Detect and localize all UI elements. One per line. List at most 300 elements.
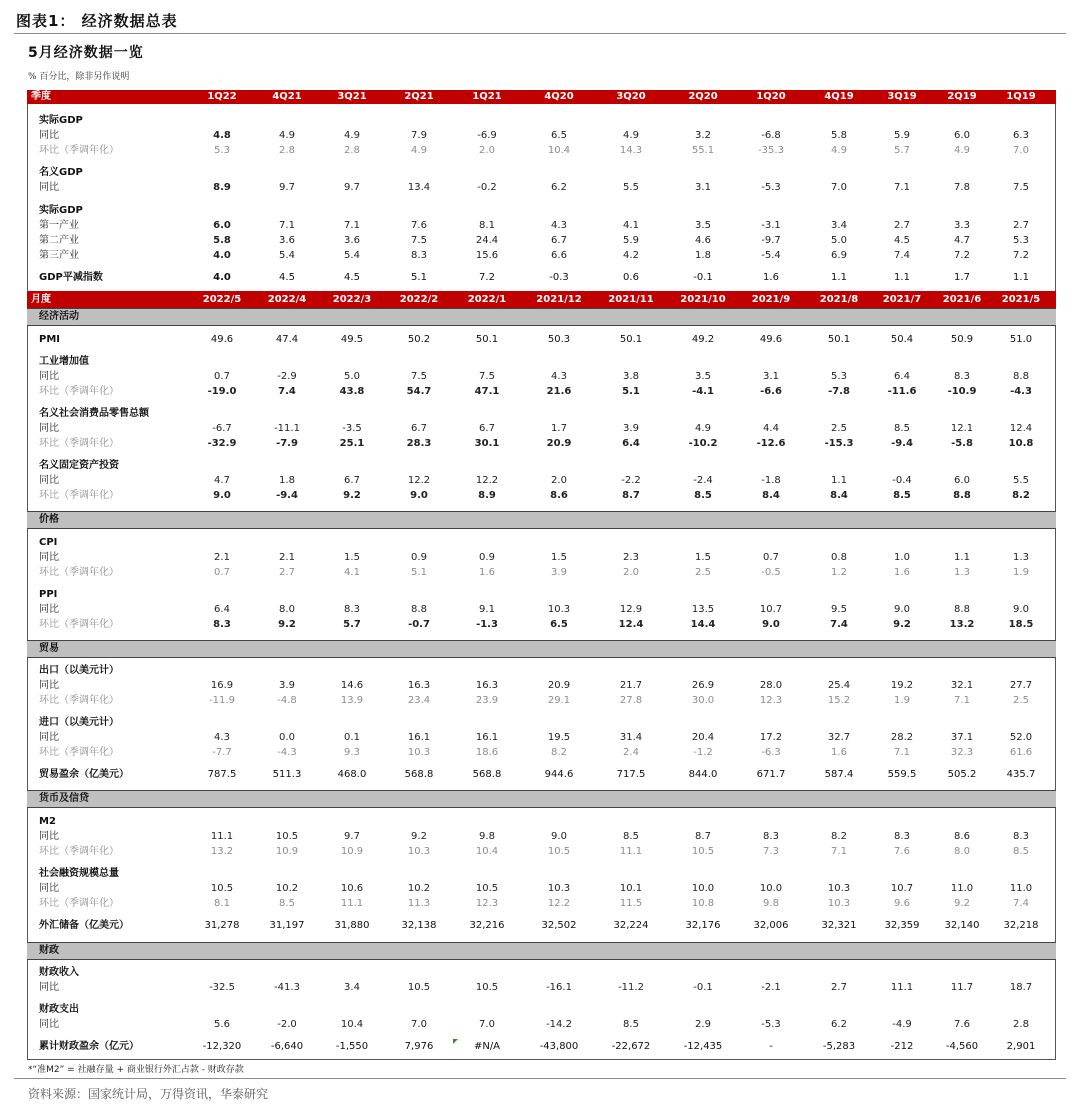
table-cell: 9.0 xyxy=(894,604,910,615)
row-label: 环比（季调年化） xyxy=(39,386,119,397)
table-cell: 10.2 xyxy=(275,883,299,894)
table-cell: 14.6 xyxy=(340,680,364,691)
table-cell: 4.3 xyxy=(551,371,567,382)
table-cell: 6.4 xyxy=(894,371,910,382)
table-cell: 32.7 xyxy=(827,732,851,743)
table-cell: 6.6 xyxy=(551,250,567,261)
table-cell: 10.2 xyxy=(407,883,431,894)
table-cell: 19.5 xyxy=(547,732,571,743)
row-label: 同比 xyxy=(39,552,59,563)
table-cell: 9.7 xyxy=(344,831,360,842)
table-cell: 8.7 xyxy=(695,831,711,842)
row-label: GDP平减指数 xyxy=(39,272,103,283)
table-cell: 49.6 xyxy=(210,334,234,345)
table-cell: 32,218 xyxy=(1003,920,1039,931)
table-row xyxy=(27,881,1056,896)
table-cell: -22,672 xyxy=(611,1041,651,1052)
table-cell: 2.5 xyxy=(1013,695,1029,706)
table-cell: 3.3 xyxy=(954,220,970,231)
table-cell: 7.3 xyxy=(763,846,779,857)
table-cell: 8.9 xyxy=(213,182,231,193)
table-cell: #N/A xyxy=(473,1041,501,1052)
table-cell: -1.2 xyxy=(693,747,713,758)
table-cell: 0.7 xyxy=(763,552,779,563)
table-cell: 8.3 xyxy=(213,619,231,630)
table-cell: 11.0 xyxy=(1009,883,1033,894)
row-label: 环比（季调年化） xyxy=(39,438,119,449)
table-cell: 8.7 xyxy=(622,490,640,501)
table-cell: -4.8 xyxy=(277,695,297,706)
table-row xyxy=(27,436,1056,451)
table-cell: 4.4 xyxy=(763,423,779,434)
table-cell: 2.1 xyxy=(214,552,230,563)
table-cell: 5.3 xyxy=(831,371,847,382)
table-row xyxy=(27,745,1056,760)
table-cell: 9.0 xyxy=(1013,604,1029,615)
table-cell: 2.8 xyxy=(344,145,360,156)
table-cell: -10.2 xyxy=(688,438,718,449)
table-cell: 6.4 xyxy=(214,604,230,615)
table-cell: 7.5 xyxy=(411,235,427,246)
table-cell: -0.5 xyxy=(761,567,781,578)
table-row xyxy=(27,180,1056,195)
table-cell: 17.2 xyxy=(759,732,783,743)
table-cell: 9.0 xyxy=(410,490,428,501)
table-subtitle: 5月经济数据一览 xyxy=(28,45,144,61)
table-row xyxy=(27,1017,1056,1032)
table-cell: 2.7 xyxy=(831,982,847,993)
table-cell: 11.3 xyxy=(407,898,431,909)
column-header: 2Q19 xyxy=(947,91,977,102)
table-row xyxy=(27,458,1056,473)
table-cell: 32,216 xyxy=(469,920,505,931)
table-row xyxy=(27,165,1056,180)
table-row xyxy=(27,965,1056,980)
table-cell: 10.5 xyxy=(475,883,499,894)
table-cell: 18.5 xyxy=(1008,619,1034,630)
table-cell: 7.2 xyxy=(954,250,970,261)
table-row xyxy=(27,354,1056,369)
table-cell: 8.5 xyxy=(279,898,295,909)
table-cell: 6.0 xyxy=(213,220,231,231)
table-cell: 6.7 xyxy=(411,423,427,434)
table-cell: 1.7 xyxy=(551,423,567,434)
table-cell: 787.5 xyxy=(207,769,237,780)
table-cell: 49.2 xyxy=(691,334,715,345)
column-header: 1Q20 xyxy=(756,91,786,102)
table-cell: 1.6 xyxy=(763,272,779,283)
table-cell: 14.3 xyxy=(619,145,643,156)
table-cell: 23.4 xyxy=(407,695,431,706)
table-cell: 9.0 xyxy=(213,490,231,501)
table-cell: 8.3 xyxy=(344,604,360,615)
table-cell: 31,278 xyxy=(204,920,240,931)
table-cell: 4.9 xyxy=(279,130,295,141)
table-cell: 7.1 xyxy=(954,695,970,706)
table-cell: 29.1 xyxy=(547,695,571,706)
table-row xyxy=(27,421,1056,436)
table-cell: 10.3 xyxy=(547,883,571,894)
table-cell: -3.5 xyxy=(342,423,362,434)
column-header: 2021/8 xyxy=(819,294,859,305)
column-header: 2022/3 xyxy=(332,294,372,305)
row-label: 同比 xyxy=(39,475,59,486)
section-header xyxy=(27,511,1056,529)
table-cell: 7.5 xyxy=(411,371,427,382)
section-title: 经济活动 xyxy=(39,311,79,322)
table-row xyxy=(27,143,1056,158)
table-cell: 4.2 xyxy=(623,250,639,261)
table-cell: 15.2 xyxy=(827,695,851,706)
column-header: 2021/5 xyxy=(1001,294,1041,305)
table-cell: 9.3 xyxy=(344,747,360,758)
row-label: 环比（季调年化） xyxy=(39,619,119,630)
row-label: 进口（以美元计） xyxy=(39,717,119,728)
row-label: 同比 xyxy=(39,371,59,382)
table-cell: 8.6 xyxy=(550,490,568,501)
table-cell: 20.9 xyxy=(546,438,572,449)
table-cell: 50.1 xyxy=(619,334,643,345)
row-label: 同比 xyxy=(39,1019,59,1030)
table-cell: 1.5 xyxy=(695,552,711,563)
table-cell: 2.7 xyxy=(1013,220,1029,231)
table-cell: 3.1 xyxy=(695,182,711,193)
table-cell: 3.1 xyxy=(763,371,779,382)
table-cell: 5.1 xyxy=(622,386,640,397)
column-header: 2Q20 xyxy=(688,91,718,102)
row-label: M2 xyxy=(39,816,56,827)
table-cell: 587.4 xyxy=(824,769,854,780)
table-cell: 8.5 xyxy=(894,423,910,434)
table-cell: 12.2 xyxy=(407,475,431,486)
table-cell: 16.3 xyxy=(475,680,499,691)
table-cell: 4.1 xyxy=(344,567,360,578)
table-cell: 0.9 xyxy=(411,552,427,563)
table-cell: 4.9 xyxy=(954,145,970,156)
table-cell: -4.1 xyxy=(692,386,714,397)
table-cell: 7.5 xyxy=(1013,182,1029,193)
table-cell: 11.1 xyxy=(619,846,643,857)
table-cell: 568.8 xyxy=(404,769,434,780)
table-cell: 1.3 xyxy=(1013,552,1029,563)
row-label: 同比 xyxy=(39,883,59,894)
table-cell: 8.1 xyxy=(479,220,495,231)
table-cell: 5.8 xyxy=(213,235,231,246)
table-cell: 10.7 xyxy=(890,883,914,894)
row-label: CPI xyxy=(39,537,58,548)
table-row xyxy=(27,693,1056,708)
table-cell: -4,560 xyxy=(945,1041,979,1052)
table-cell: 1.6 xyxy=(831,747,847,758)
column-header: 4Q20 xyxy=(544,91,574,102)
table-cell: 4.6 xyxy=(695,235,711,246)
table-cell: 28.2 xyxy=(890,732,914,743)
footer-divider xyxy=(14,1078,1066,1079)
table-cell: 12.4 xyxy=(1009,423,1033,434)
table-cell: 16.9 xyxy=(210,680,234,691)
table-cell: -2.4 xyxy=(693,475,713,486)
column-header: 3Q20 xyxy=(616,91,646,102)
table-cell: -9.4 xyxy=(891,438,913,449)
table-cell: 9.2 xyxy=(893,619,911,630)
table-cell: 1.9 xyxy=(1013,567,1029,578)
unit-note: % 百分比，除非另作说明 xyxy=(28,72,130,82)
table-cell: 559.5 xyxy=(887,769,917,780)
table-cell: 11.7 xyxy=(950,982,974,993)
table-cell: 50.4 xyxy=(890,334,914,345)
table-cell: 1.7 xyxy=(954,272,970,283)
table-cell: 2,901 xyxy=(1006,1041,1036,1052)
table-cell: 1.3 xyxy=(954,567,970,578)
table-cell: 49.6 xyxy=(759,334,783,345)
table-cell: 2.0 xyxy=(479,145,495,156)
row-label: 名义社会消费品零售总额 xyxy=(39,408,149,419)
table-cell: -35.3 xyxy=(758,145,784,156)
table-cell: -16.1 xyxy=(546,982,572,993)
table-cell: -1.8 xyxy=(761,475,781,486)
table-cell: 2.0 xyxy=(551,475,567,486)
table-cell: 4.9 xyxy=(411,145,427,156)
table-cell: 1.6 xyxy=(479,567,495,578)
table-cell: 468.0 xyxy=(337,769,367,780)
row-label: 环比（季调年化） xyxy=(39,898,119,909)
table-cell: 944.6 xyxy=(544,769,574,780)
column-header: 2022/2 xyxy=(399,294,439,305)
section-header xyxy=(27,790,1056,808)
table-cell: 4.5 xyxy=(279,272,295,283)
table-cell: -1.3 xyxy=(476,619,498,630)
table-cell: 6.7 xyxy=(479,423,495,434)
table-cell: -2.0 xyxy=(277,1019,297,1030)
table-cell: 10.5 xyxy=(547,846,571,857)
table-cell: 4.8 xyxy=(213,130,231,141)
row-label: 同比 xyxy=(39,680,59,691)
title-divider xyxy=(14,33,1066,34)
table-cell: 1.6 xyxy=(894,567,910,578)
table-cell: 8.6 xyxy=(954,831,970,842)
table-cell: 4.9 xyxy=(623,130,639,141)
table-cell: 13.2 xyxy=(949,619,975,630)
table-cell: 0.7 xyxy=(214,371,230,382)
table-cell: 671.7 xyxy=(756,769,786,780)
column-header: 2022/4 xyxy=(267,294,307,305)
table-row xyxy=(27,384,1056,399)
row-label: 环比（季调年化） xyxy=(39,567,119,578)
table-cell: 10.0 xyxy=(691,883,715,894)
table-row xyxy=(27,488,1056,503)
band-label: 季度 xyxy=(31,91,51,102)
table-cell: 6.4 xyxy=(622,438,640,449)
table-row xyxy=(27,218,1056,233)
table-cell: 1.1 xyxy=(954,552,970,563)
table-cell: 1.1 xyxy=(894,272,910,283)
table-cell: 3.9 xyxy=(279,680,295,691)
table-row xyxy=(27,128,1056,143)
table-cell: 32,224 xyxy=(613,920,649,931)
table-cell: 30.1 xyxy=(474,438,500,449)
table-cell: 3.9 xyxy=(551,567,567,578)
table-cell: 10.5 xyxy=(475,982,499,993)
table-cell: 5.6 xyxy=(214,1019,230,1030)
table-cell: 6.2 xyxy=(551,182,567,193)
row-label: 第二产业 xyxy=(39,235,79,246)
table-cell: 8.8 xyxy=(411,604,427,615)
table-cell: 2.7 xyxy=(279,567,295,578)
table-cell: 21.6 xyxy=(546,386,572,397)
table-row xyxy=(27,814,1056,829)
table-cell: 7.1 xyxy=(279,220,295,231)
row-label: 同比 xyxy=(39,182,59,193)
table-row xyxy=(27,866,1056,881)
table-cell: 47.4 xyxy=(275,334,299,345)
column-header: 2021/6 xyxy=(942,294,982,305)
table-row xyxy=(27,565,1056,580)
row-label: 环比（季调年化） xyxy=(39,747,119,758)
table-cell: 9.2 xyxy=(954,898,970,909)
table-cell: 55.1 xyxy=(691,145,715,156)
table-cell: 5.5 xyxy=(1013,475,1029,486)
column-header: 2021/9 xyxy=(751,294,791,305)
table-row xyxy=(27,730,1056,745)
table-cell: 7.6 xyxy=(411,220,427,231)
table-cell: 10.4 xyxy=(340,1019,364,1030)
table-row xyxy=(27,233,1056,248)
table-cell: 7.1 xyxy=(894,182,910,193)
table-cell: 2.5 xyxy=(831,423,847,434)
source-note: 资料来源：国家统计局，万得资讯，华泰研究 xyxy=(28,1087,269,1101)
table-cell: 8.8 xyxy=(953,490,971,501)
table-cell: 7.2 xyxy=(1013,250,1029,261)
row-label: 环比（季调年化） xyxy=(39,846,119,857)
table-cell: 5.3 xyxy=(1013,235,1029,246)
table-cell: 8.1 xyxy=(214,898,230,909)
table-cell: 9.2 xyxy=(411,831,427,842)
table-cell: 31.4 xyxy=(619,732,643,743)
table-cell: 4.9 xyxy=(831,145,847,156)
table-cell: 8.9 xyxy=(478,490,496,501)
table-cell: 7.4 xyxy=(1013,898,1029,909)
row-label: PMI xyxy=(39,334,61,345)
column-header: 2021/10 xyxy=(680,294,726,305)
table-cell: 50.1 xyxy=(827,334,851,345)
column-header: 3Q19 xyxy=(887,91,917,102)
row-label: 同比 xyxy=(39,982,59,993)
table-cell: 6.2 xyxy=(831,1019,847,1030)
row-label: 同比 xyxy=(39,130,59,141)
table-cell: 7.9 xyxy=(411,130,427,141)
month-header-band xyxy=(27,291,1056,308)
table-cell: 6.7 xyxy=(344,475,360,486)
table-cell: 8.8 xyxy=(1013,371,1029,382)
table-cell: 24.4 xyxy=(475,235,499,246)
table-cell: 11.0 xyxy=(950,883,974,894)
section-header xyxy=(27,308,1056,326)
table-cell: 5.8 xyxy=(831,130,847,141)
table-cell: 0.8 xyxy=(831,552,847,563)
row-label: 名义固定资产投资 xyxy=(39,460,119,471)
table-cell: -5,283 xyxy=(822,1041,856,1052)
column-header: 2022/1 xyxy=(467,294,507,305)
table-cell: 11.1 xyxy=(340,898,364,909)
table-row xyxy=(27,663,1056,678)
column-header: 2Q21 xyxy=(404,91,434,102)
table-cell: -0.4 xyxy=(892,475,912,486)
table-cell: 18.6 xyxy=(475,747,499,758)
table-row xyxy=(27,1002,1056,1017)
table-row xyxy=(27,270,1056,285)
table-cell: 3.6 xyxy=(279,235,295,246)
table-cell: 25.1 xyxy=(339,438,365,449)
table-cell: -0.1 xyxy=(693,982,713,993)
table-cell: -5.3 xyxy=(761,182,781,193)
table-cell: 2.0 xyxy=(623,567,639,578)
table-cell: 1.5 xyxy=(551,552,567,563)
table-cell: 10.5 xyxy=(691,846,715,857)
table-cell: 10.5 xyxy=(210,883,234,894)
table-cell: 43.8 xyxy=(339,386,365,397)
table-cell: 50.1 xyxy=(475,334,499,345)
table-cell: 4.9 xyxy=(695,423,711,434)
table-row xyxy=(27,829,1056,844)
table-cell: 4.7 xyxy=(214,475,230,486)
table-cell: 20.9 xyxy=(547,680,571,691)
table-cell: 8.5 xyxy=(623,831,639,842)
table-row xyxy=(27,602,1056,617)
table-cell: 8.8 xyxy=(954,604,970,615)
table-cell: 5.7 xyxy=(894,145,910,156)
table-cell: -9.7 xyxy=(761,235,781,246)
table-cell: -7.8 xyxy=(828,386,850,397)
table-cell: 31,197 xyxy=(269,920,305,931)
table-cell: 21.7 xyxy=(619,680,643,691)
row-label: 同比 xyxy=(39,604,59,615)
table-cell: 7.2 xyxy=(479,272,495,283)
table-cell: 6.0 xyxy=(954,130,970,141)
table-cell: 8.5 xyxy=(623,1019,639,1030)
row-label: 名义GDP xyxy=(39,167,83,178)
table-cell: 9.1 xyxy=(479,604,495,615)
table-cell: 26.9 xyxy=(691,680,715,691)
table-cell: 7.0 xyxy=(411,1019,427,1030)
table-row xyxy=(27,844,1056,859)
table-cell: 8.2 xyxy=(1012,490,1030,501)
table-cell: 14.4 xyxy=(690,619,716,630)
table-cell: 11.1 xyxy=(210,831,234,842)
column-header: 2021/11 xyxy=(608,294,654,305)
row-label: 出口（以美元计） xyxy=(39,665,119,676)
table-cell: 37.1 xyxy=(950,732,974,743)
table-cell: 9.7 xyxy=(279,182,295,193)
table-cell: 1.8 xyxy=(695,250,711,261)
table-cell: 1.1 xyxy=(1013,272,1029,283)
table-cell: 54.7 xyxy=(406,386,432,397)
table-cell: 51.0 xyxy=(1009,334,1033,345)
table-cell: 50.9 xyxy=(950,334,974,345)
table-cell: -5.3 xyxy=(761,1019,781,1030)
table-cell: -11.1 xyxy=(274,423,300,434)
table-cell: 2.7 xyxy=(894,220,910,231)
table-cell: -11.6 xyxy=(887,386,917,397)
table-row xyxy=(27,678,1056,693)
table-cell: 4.3 xyxy=(214,732,230,743)
footnote: *“准M2” = 社融存量 + 商业银行外汇占款 - 财政存款 xyxy=(28,1065,244,1075)
table-row xyxy=(27,896,1056,911)
table-cell: -2.1 xyxy=(761,982,781,993)
table-cell: 4.5 xyxy=(894,235,910,246)
table-cell: 61.6 xyxy=(1009,747,1033,758)
table-cell: 2.5 xyxy=(695,567,711,578)
table-cell: 2.4 xyxy=(623,747,639,758)
